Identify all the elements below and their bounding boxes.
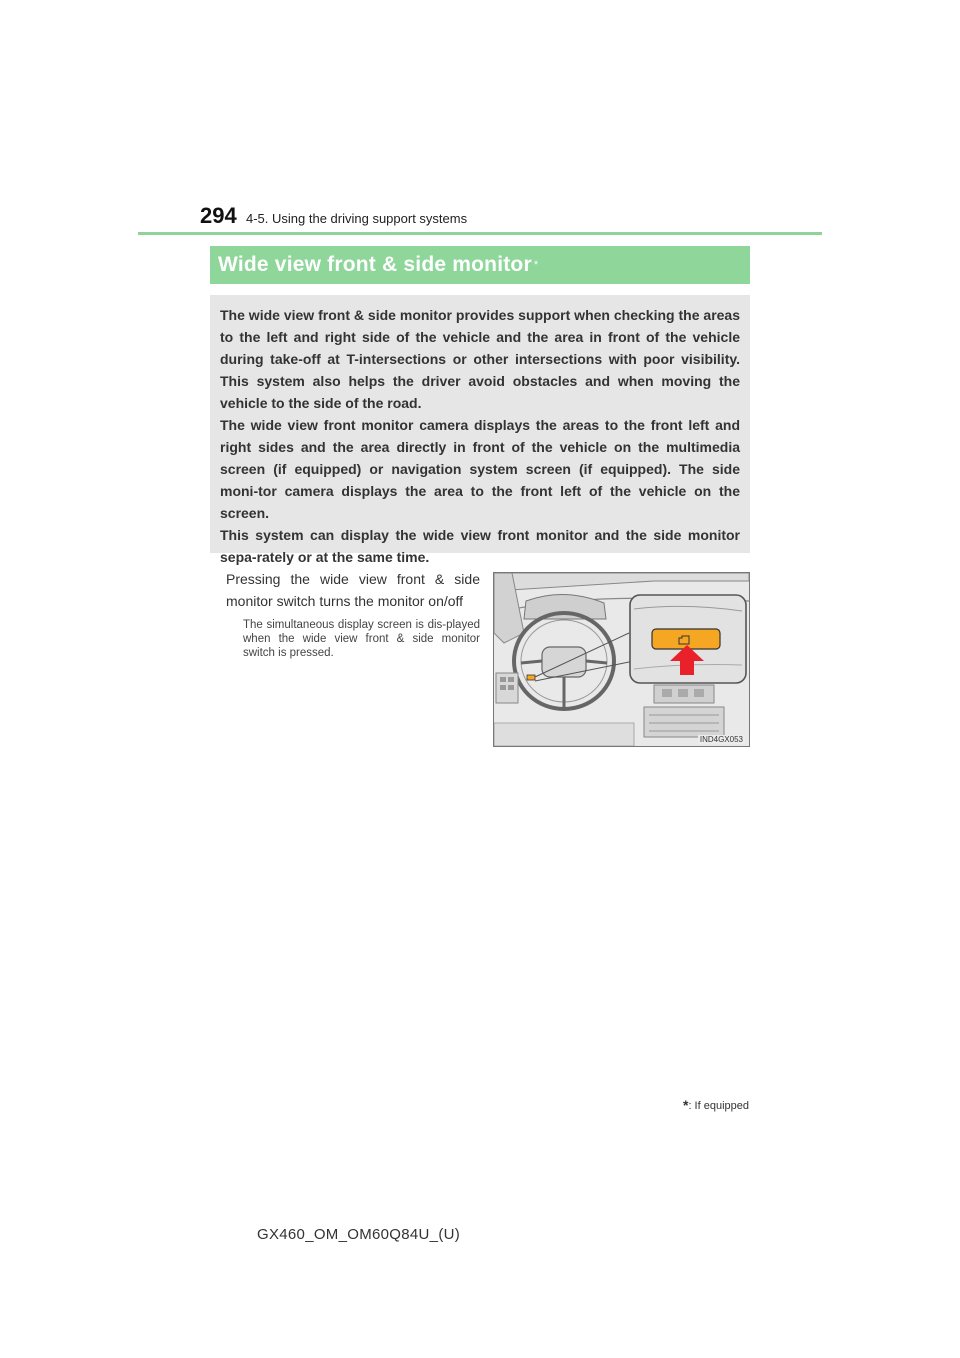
intro-paragraph: The wide view front & side monitor provides support when checking the areas to the left and right side of the vehicle and the area in front of the vehicle during take-off at T-intersections or other intersections with poor visibility. This system also helps the driver avoid obstacles and when moving the vehicle to the side of the road. bbox=[220, 307, 740, 411]
document-code: GX460_OM_OM60Q84U_(U) bbox=[257, 1226, 461, 1243]
footnote-marker: * bbox=[682, 1097, 689, 1113]
camera-switch-icon bbox=[678, 632, 690, 642]
title-bar bbox=[210, 246, 750, 284]
intro-paragraph: This system can display the wide view front monitor and the side monitor sepa-rately or at the same time. bbox=[220, 527, 740, 565]
intro-paragraph: The wide view front monitor camera displays the areas to the front left and right sides and the area directly in front of the vehicle on the multimedia screen (if equipped) or navigation system screen (if equipped). The side moni-tor camera displays the area to the front left of the vehicle on the screen. bbox=[220, 417, 740, 521]
up-arrow-icon bbox=[670, 645, 704, 675]
equipped-marker: * bbox=[533, 259, 539, 271]
intro-box bbox=[210, 295, 750, 565]
footnote-text: : If equipped bbox=[688, 1100, 749, 1112]
footnote bbox=[683, 1097, 749, 1113]
instruction-text: Pressing the wide view front & side monitor switch turns the monitor on/off bbox=[226, 571, 480, 609]
dashboard-figure bbox=[493, 572, 750, 747]
section-title: 4-5. Using the driving support systems bbox=[246, 211, 468, 226]
figure-code: IND4GX053 bbox=[699, 735, 743, 744]
instruction-note: The simultaneous display screen is dis-played when the wide view front & side monitor switch is pressed. bbox=[243, 619, 480, 659]
page-number: 294 bbox=[200, 203, 237, 228]
header-divider bbox=[138, 232, 822, 235]
dashboard-illustration bbox=[494, 573, 749, 746]
page-title: Wide view front & side monitor bbox=[218, 253, 532, 276]
